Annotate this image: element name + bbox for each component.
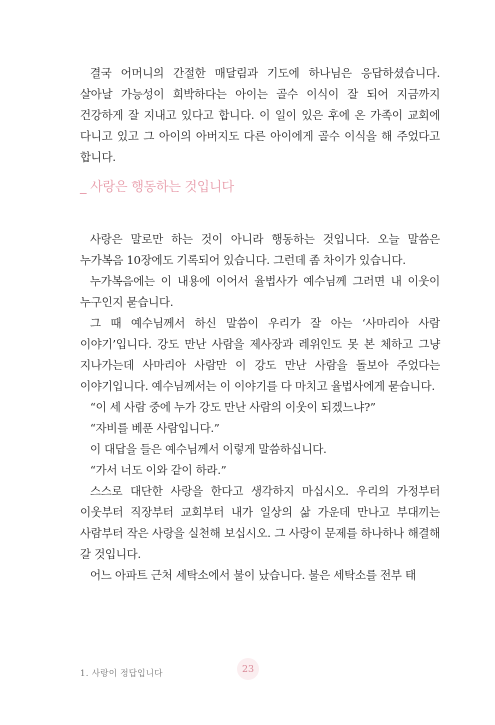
quote-command: “가서 너도 이와 같이 하라.”	[90, 463, 227, 477]
body-paragraph: 이 대답을 들은 예수님께서 이렇게 말씀하십니다.	[90, 442, 327, 456]
body-paragraph: 누가복음에는 이 내용에 이어서 율법사가 예수님께 그러면 내 이웃이 누구인지 묻습니다.	[80, 274, 440, 309]
intro-paragraph: 결국 어머니의 간절한 매달림과 기도에 하나님은 응답하셨습니다. 살아날 가능성이 희박하다는 아이는 골수 이식이 잘 되어 지금까지 건강하게 잘 지내고 있다고 합니다. 이 일이 있은 후에 온 가족이 교회에 다니고 있고 그 아이의 아버지도 다른 아이에게 골수 이식을 해 주었다고 합니다.	[80, 66, 440, 164]
footer-chapter-title: 1. 사랑이 정답입니다	[80, 669, 163, 679]
quote-answer: “자비를 베푼 사람입니다.”	[90, 421, 220, 435]
body-paragraph: 스스로 대단한 사랑을 한다고 생각하지 마십시오. 우리의 가정부터 이웃부터 직장부터 교회부터 내가 일상의 삶 가운데 만나고 부대끼는 사람부터 작은 사랑을 실천해 보십시오. 그 사랑이 문제를 하나하나 해결해 갈 것입니다.	[80, 484, 440, 561]
body-paragraph: 어느 아파트 근처 세탁소에서 불이 났습니다. 불은 세탁소를 전부 태	[90, 568, 416, 582]
section-heading: _ 사랑은 행동하는 것입니다	[80, 180, 235, 195]
quote-question: “이 세 사람 중에 누가 강도 만난 사람의 이웃이 되겠느냐?”	[90, 400, 376, 414]
page-number: 23	[241, 664, 255, 675]
body-paragraph: 사랑은 말로만 하는 것이 아니라 행동하는 것입니다. 오늘 말씀은 누가복음 10장에도 기록되어 있습니다. 그런데 좀 차이가 있습니다.	[80, 232, 440, 267]
body-paragraph: 그 때 예수님께서 하신 말씀이 우리가 잘 아는 ‘사마리아 사람 이야기’입니다. 강도 만난 사람을 제사장과 레위인도 못 본 체하고 그냥 지나가는데 사마리아 사람만 이 강도 만난 사람을 돌보아 주었다는 이야기입니다. 예수님께서는 이 이야기를 다 마치고 율법사에게 묻습니다.	[80, 316, 440, 393]
